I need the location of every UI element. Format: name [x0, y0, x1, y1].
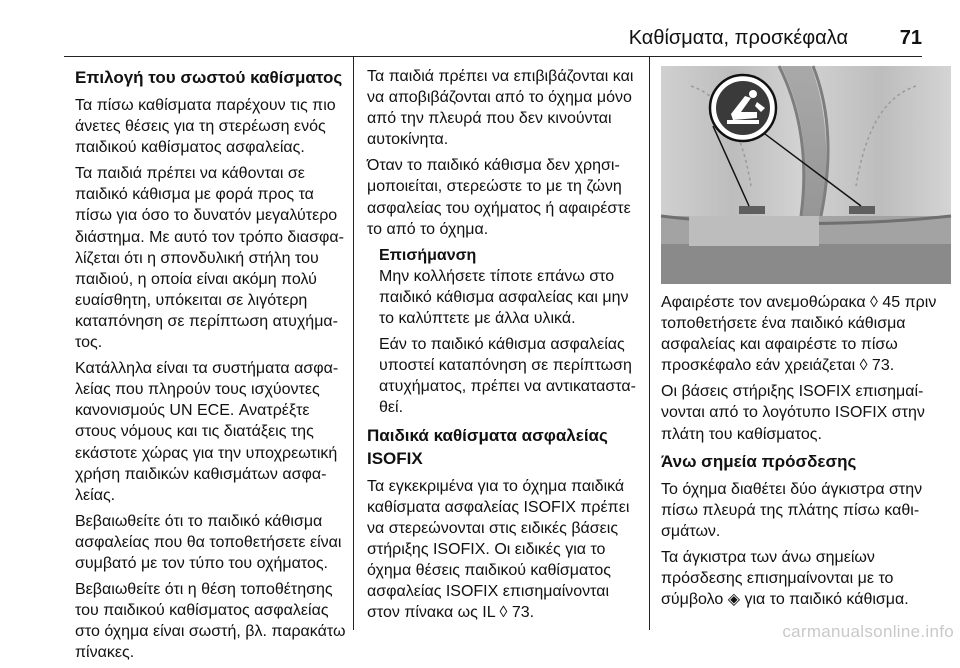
paragraph: Οι βάσεις στήριξης ISOFIX επισημαίνονται από το λογότυπο ISOFIX στην πλάτη του καθίσματος.: [661, 383, 925, 443]
note-title: Επισήμανση: [379, 246, 477, 264]
column-2: [367, 66, 643, 628]
isofix-photo: [661, 66, 951, 284]
paragraph: Κατάλληλα είναι τα συστήματα ασφαλείας που πληρούν τους ισχύοντες κανονισμούς UN ECE. Ανατρέξτε στους νόμους και τις διατάξεις της εκάστοτε χώρας για την υποχρεωτική χρήση παιδικών καθισμάτων ασφαλείας.: [75, 360, 339, 504]
paragraph: Τα παιδιά πρέπει να επιβιβάζονται και να αποβιβάζονται από το όχημα μόνο από την πλευρά που δεν κινούνται αυτοκίνητα.: [367, 68, 634, 149]
note-box: [379, 245, 643, 419]
paragraph: Τα παιδιά πρέπει να κάθονται σε παιδικό κάθισμα με φορά προς τα πίσω για όσο το δυνατόν μεγαλύτερο διάστημα. Με αυτό τον τρόπο διασφαλίζεται ότι η σπονδυλική στήλη του παιδιού, η οποία είναι ακόμη πολύ ευαίσθητη, υπόκειται σε λιγότερη καταπόνηση σε περίπτωση ατυχήματος.: [75, 165, 344, 352]
paragraph: Το όχημα διαθέτει δύο άγκιστρα στην πίσω πλευρά της πλάτης πίσω καθισμάτων.: [661, 480, 923, 540]
column-divider: [353, 57, 354, 630]
column-1: [75, 66, 347, 668]
column-divider: [649, 57, 650, 630]
watermark: carmanualsonline.info: [782, 622, 954, 641]
section-heading: Άνω σημεία πρόσδεσης: [661, 451, 857, 471]
page-header: [0, 0, 960, 58]
page-number: 71: [899, 27, 922, 49]
paragraph: Αφαιρέστε τον ανεμοθώρακα ◊ 45 πριν τοποθετήσετε ένα παιδικό κάθισμα ασφαλείας και αφαιρέστε το πίσω προσκέφαλο εάν χρειάζεται ◊ 73.: [661, 294, 937, 375]
note-paragraph: Εάν το παιδικό κάθισμα ασφαλείας υποστεί καταπόνηση σε περίπτωση ατυχήματος, πρέπει να αντικατασταθεί.: [379, 336, 636, 417]
section-heading: Παιδικά καθίσματα ασφαλείας ISOFIX: [367, 425, 608, 468]
paragraph: Τα εγκεκριμένα για το όχημα παιδικά καθίσματα ασφαλείας ISOFIX πρέπει να στερεώνονται στις ειδικές βάσεις στήριξης ISOFIX. Οι ειδικές για το όχημα θέσεις παιδικού καθίσματος ασφαλείας ISOFIX επισημαίνονται στον πίνακα ως IL ◊ 73.: [367, 477, 630, 622]
column-3: [661, 292, 951, 615]
paragraph: Τα άγκιστρα των άνω σημείων πρόσδεσης επισημαίνονται με το σύμβολο ◈ για το παιδικό κάθισμα.: [661, 548, 909, 609]
paragraph: Βεβαιωθείτε ότι το παιδικό κάθισμα ασφαλείας που θα τοποθετήσετε είναι συμβατό με τον τύπο του οχήματος.: [75, 512, 342, 572]
page-title: Καθίσματα, προσκέφαλα: [628, 27, 848, 49]
note-paragraph: Μην κολλήσετε τίποτε επάνω στο παιδικό κάθισμα ασφαλείας και μην το καλύπτετε με άλλα υλικά.: [379, 267, 629, 328]
header-divider: [64, 56, 922, 57]
section-heading: Επιλογή του σωστού καθίσματος: [75, 68, 343, 87]
paragraph: Τα πίσω καθίσματα παρέχουν τις πιο άνετες θέσεις για τη στερέωση ενός παιδικού καθίσματος ασφαλείας.: [75, 97, 336, 157]
paragraph: Όταν το παιδικό κάθισμα δεν χρησιμοποιείται, στερεώστε το με τη ζώνη ασφαλείας του οχήματος ή αφαιρέστε το από το όχημα.: [367, 157, 631, 238]
paragraph: Βεβαιωθείτε ότι η θέση τοποθέτησης του παιδικού καθίσματος ασφαλείας στο όχημα είναι σωστή, βλ. παρακάτω πίνακες.: [75, 581, 346, 662]
